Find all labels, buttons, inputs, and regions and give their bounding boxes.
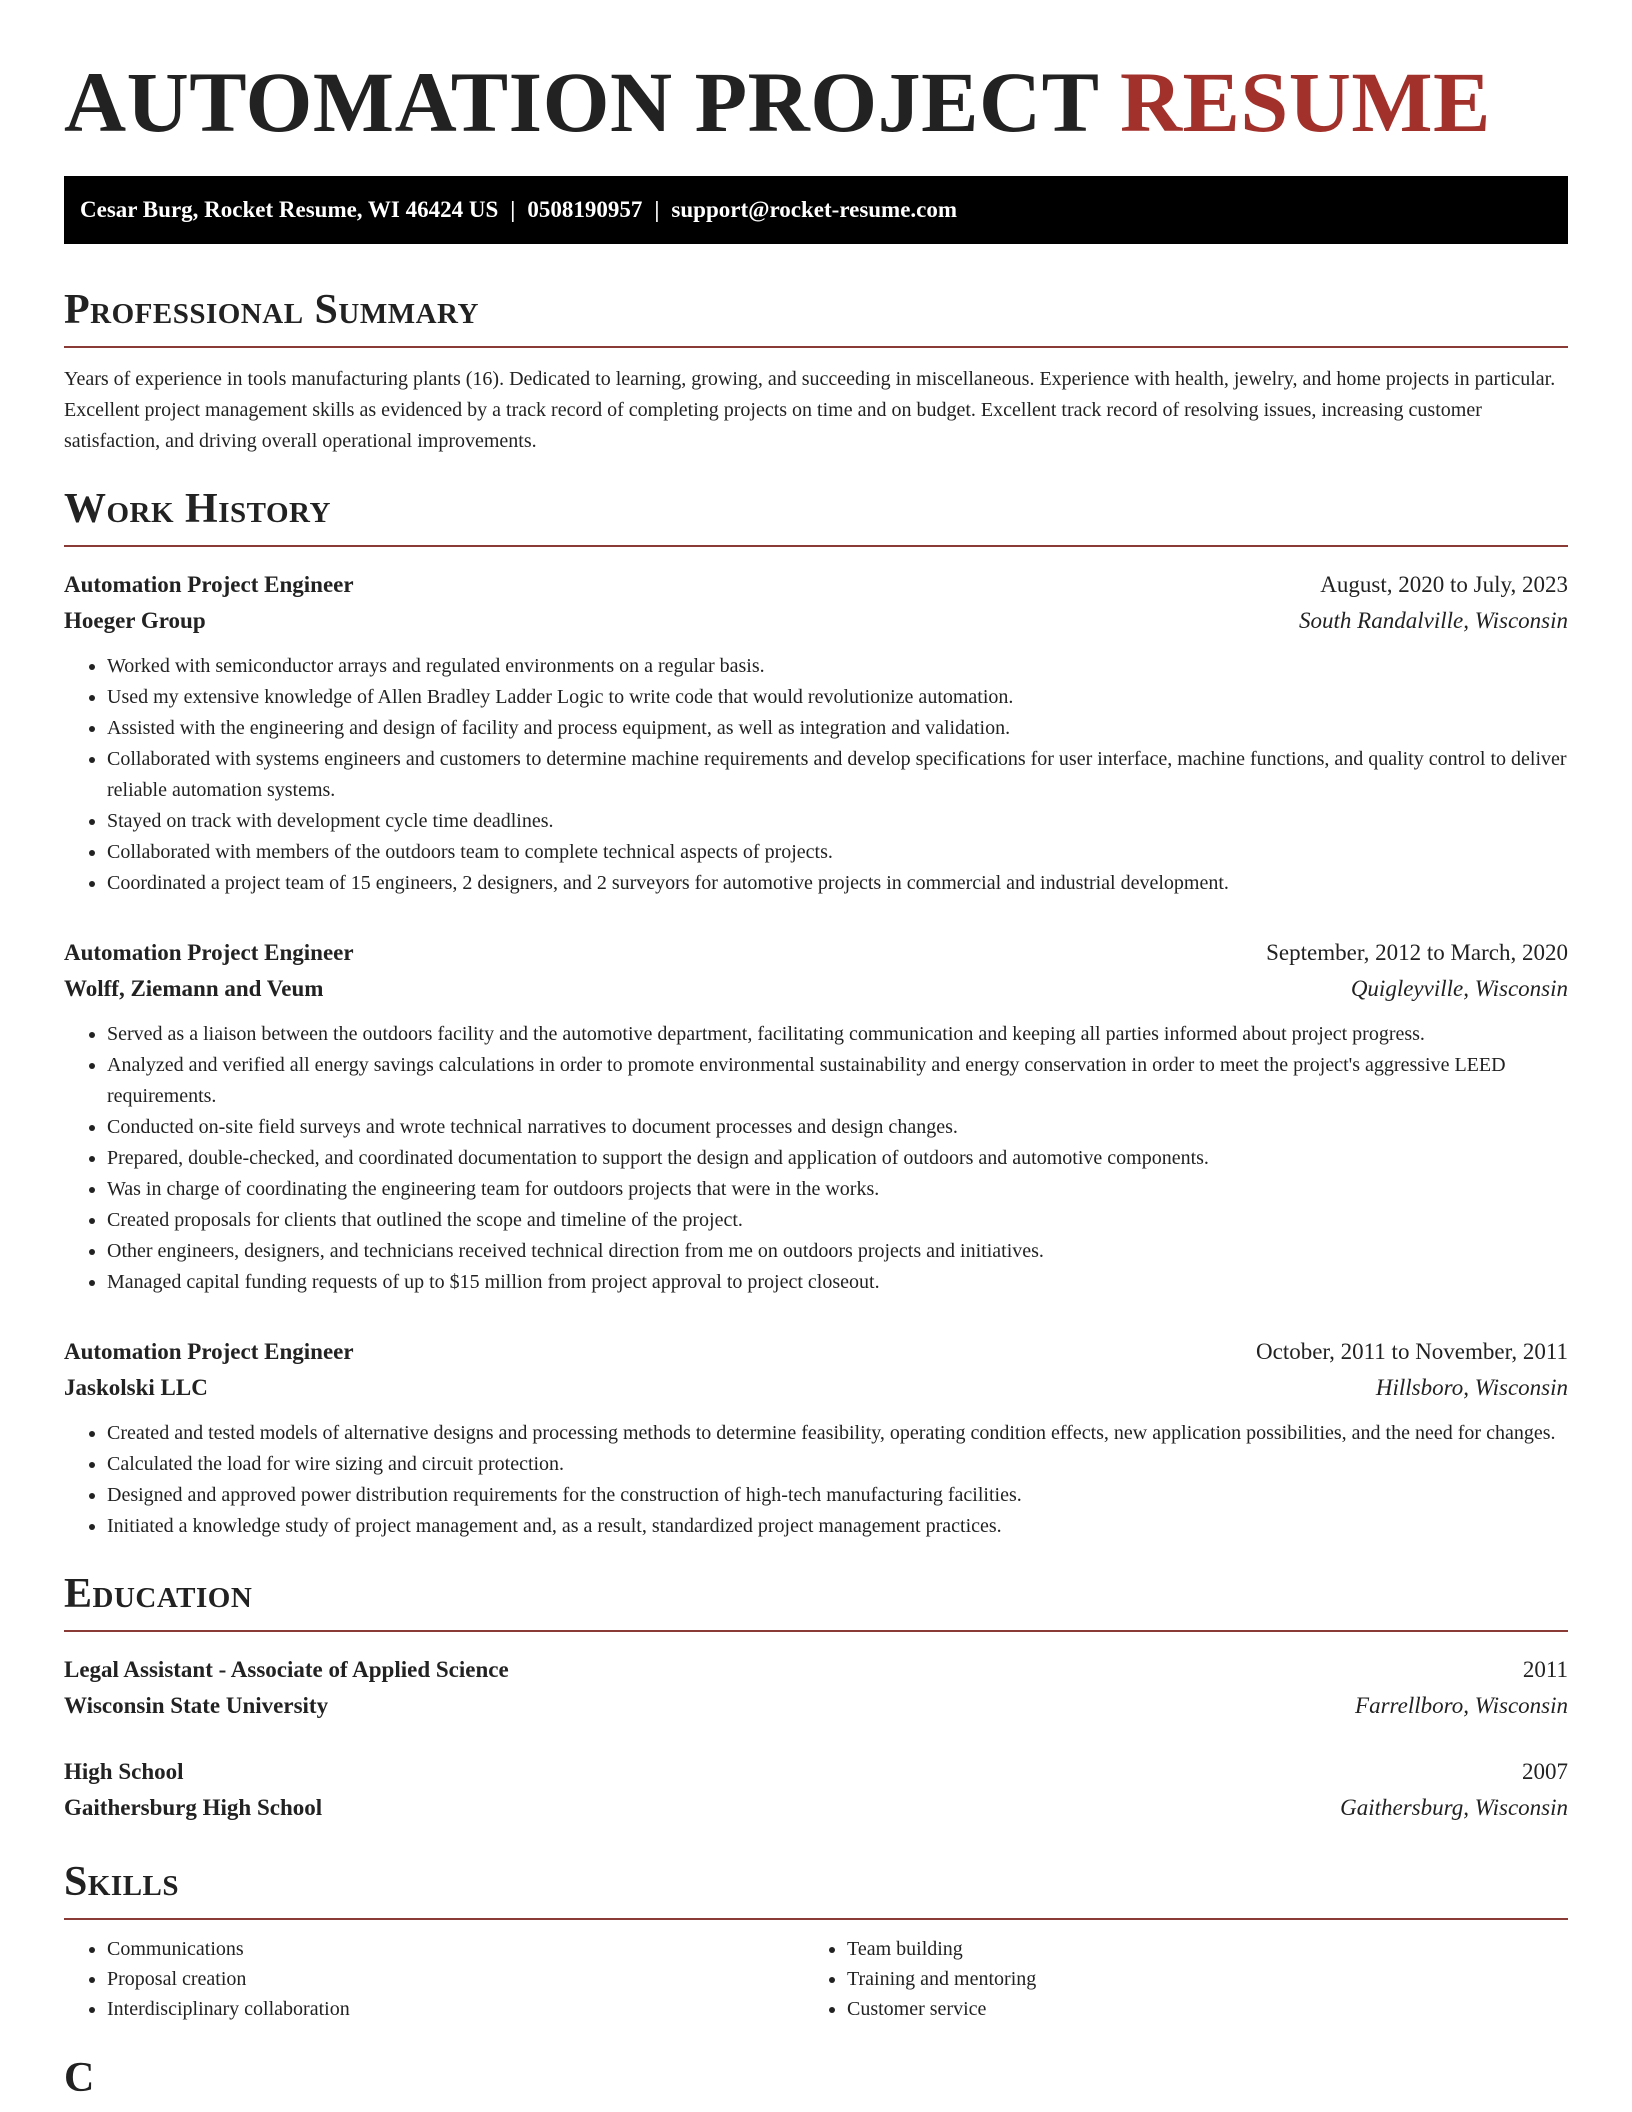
job-bullets xyxy=(64,1019,1568,1298)
resume-title xyxy=(64,0,1568,152)
title-main: AUTOMATION PROJECT xyxy=(64,54,1098,150)
skill-item: • Customer service xyxy=(847,1994,1544,2024)
education-location: Gaithersburg, Wisconsin xyxy=(1340,1795,1568,1820)
job-dates: October, 2011 to November, 2011 xyxy=(1256,1339,1568,1364)
job-company-row xyxy=(64,1370,1568,1406)
education-entry xyxy=(64,1652,1568,1724)
education-degree: High School xyxy=(64,1759,184,1784)
title-accent: RESUME xyxy=(1119,54,1491,150)
job-dates: September, 2012 to March, 2020 xyxy=(1266,940,1568,965)
job-entry xyxy=(64,1334,1568,1542)
job-bullet: • Analyzed and verified all energy savings calculations in order to promote environmental sustainability and energy conservation in order to meet the project's aggressive LEED requirements. xyxy=(107,1050,1568,1112)
education-degree: Legal Assistant - Associate of Applied Science xyxy=(64,1657,509,1682)
job-bullet: • Stayed on track with development cycle time deadlines. xyxy=(107,806,1568,837)
contact-email[interactable]: support@rocket-resume.com xyxy=(671,197,958,222)
job-location: South Randalville, Wisconsin xyxy=(1299,608,1568,633)
job-bullets xyxy=(64,651,1568,899)
summary-heading: Professional Summary xyxy=(64,284,1568,348)
job-title: Automation Project Engineer xyxy=(64,572,354,597)
job-header-row xyxy=(64,567,1568,603)
job-header-row xyxy=(64,1334,1568,1370)
education-school-row xyxy=(64,1790,1568,1826)
education-year: 2011 xyxy=(1522,1657,1568,1682)
contact-phone[interactable]: 0508190957 xyxy=(527,197,643,222)
job-company-row xyxy=(64,603,1568,639)
education-school-row xyxy=(64,1688,1568,1724)
job-title: Automation Project Engineer xyxy=(64,1339,354,1364)
job-bullet: • Designed and approved power distribution requirements for the construction of high-tech manufacturing facilities. xyxy=(107,1480,1568,1511)
job-bullet: • Initiated a knowledge study of project management and, as a result, standardized project management practices. xyxy=(107,1511,1568,1542)
contact-bar xyxy=(64,176,1568,244)
skill-item: • Communications xyxy=(107,1934,804,1964)
job-bullet: • Calculated the load for wire sizing and circuit protection. xyxy=(107,1449,1568,1480)
education-heading: Education xyxy=(64,1568,1568,1632)
skills-column-right xyxy=(804,1934,1544,2024)
skills-heading: Skills xyxy=(64,1856,1568,1920)
job-bullet: • Collaborated with systems engineers and customers to determine machine requirements and develop specifications for user interface, machine functions, and quality control to deliver reliable automation systems. xyxy=(107,744,1568,806)
contact-separator: | xyxy=(654,197,660,222)
job-bullet: • Created proposals for clients that outlined the scope and timeline of the project. xyxy=(107,1205,1568,1236)
job-bullet: • Worked with semiconductor arrays and regulated environments on a regular basis. xyxy=(107,651,1568,682)
job-company: Wolff, Ziemann and Veum xyxy=(64,976,324,1001)
skill-item: • Proposal creation xyxy=(107,1964,804,1994)
education-entry xyxy=(64,1754,1568,1826)
skills-list xyxy=(64,1934,1568,2024)
job-bullet: • Was in charge of coordinating the engineering team for outdoors projects that were in the works. xyxy=(107,1174,1568,1205)
job-title: Automation Project Engineer xyxy=(64,940,354,965)
next-section-heading: C xyxy=(64,2055,95,2101)
contact-address: Cesar Burg, Rocket Resume, WI 46424 US xyxy=(80,197,499,222)
education-location: Farrellboro, Wisconsin xyxy=(1355,1693,1568,1718)
education-year: 2007 xyxy=(1522,1759,1568,1784)
resume-page xyxy=(64,0,1568,2104)
job-bullet: • Coordinated a project team of 15 engineers, 2 designers, and 2 surveyors for automotive projects in commercial and industrial development. xyxy=(107,868,1568,899)
job-bullets xyxy=(64,1418,1568,1542)
job-company: Jaskolski LLC xyxy=(64,1375,208,1400)
job-location: Quigleyville, Wisconsin xyxy=(1350,976,1568,1001)
job-location: Hillsboro, Wisconsin xyxy=(1375,1375,1568,1400)
job-bullet: • Created and tested models of alternative designs and processing methods to determine feasibility, operating condition effects, new application possibilities, and the need for changes. xyxy=(107,1418,1568,1449)
work-history-heading: Work History xyxy=(64,483,1568,547)
job-bullet: • Managed capital funding requests of up to $15 million from project approval to project closeout. xyxy=(107,1267,1568,1298)
education-degree-row xyxy=(64,1754,1568,1790)
education-school: Gaithersburg High School xyxy=(64,1795,323,1820)
job-entry xyxy=(64,567,1568,899)
education-school: Wisconsin State University xyxy=(64,1693,329,1718)
job-bullet: • Prepared, double-checked, and coordinated documentation to support the design and application of outdoors and automotive components. xyxy=(107,1143,1568,1174)
summary-text: Years of experience in tools manufacturing plants (16). Dedicated to learning, growing, and succeeding in miscellaneous. Experience with health, jewelry, and home projects in particular. Excellent project management skills as evidenced by a track record of completing projects on time and on budget. Excellent track record of resolving issues, increasing customer satisfaction, and driving overall operational improvements. xyxy=(64,368,1556,452)
job-bullet: • Conducted on-site field surveys and wrote technical narratives to document processes and design changes. xyxy=(107,1112,1568,1143)
job-bullet: • Collaborated with members of the outdoors team to complete technical aspects of projects. xyxy=(107,837,1568,868)
skill-item: • Interdisciplinary collaboration xyxy=(107,1994,804,2024)
job-bullet: • Served as a liaison between the outdoors facility and the automotive department, facilitating communication and keeping all parties informed about project progress. xyxy=(107,1019,1568,1050)
job-company: Hoeger Group xyxy=(64,608,206,633)
job-dates: August, 2020 to July, 2023 xyxy=(1320,572,1568,597)
skill-item: • Training and mentoring xyxy=(847,1964,1544,1994)
job-company-row xyxy=(64,971,1568,1007)
job-entry xyxy=(64,935,1568,1298)
job-bullet: • Other engineers, designers, and technicians received technical direction from me on outdoors projects and initiatives. xyxy=(107,1236,1568,1267)
skills-column-left xyxy=(64,1934,804,2024)
job-header-row xyxy=(64,935,1568,971)
job-bullet: • Assisted with the engineering and design of facility and process equipment, as well as integration and validation. xyxy=(107,713,1568,744)
job-bullet: • Used my extensive knowledge of Allen Bradley Ladder Logic to write code that would revolutionize automation. xyxy=(107,682,1568,713)
skill-item: • Team building xyxy=(847,1934,1544,1964)
education-degree-row xyxy=(64,1652,1568,1688)
contact-separator: | xyxy=(510,197,516,222)
